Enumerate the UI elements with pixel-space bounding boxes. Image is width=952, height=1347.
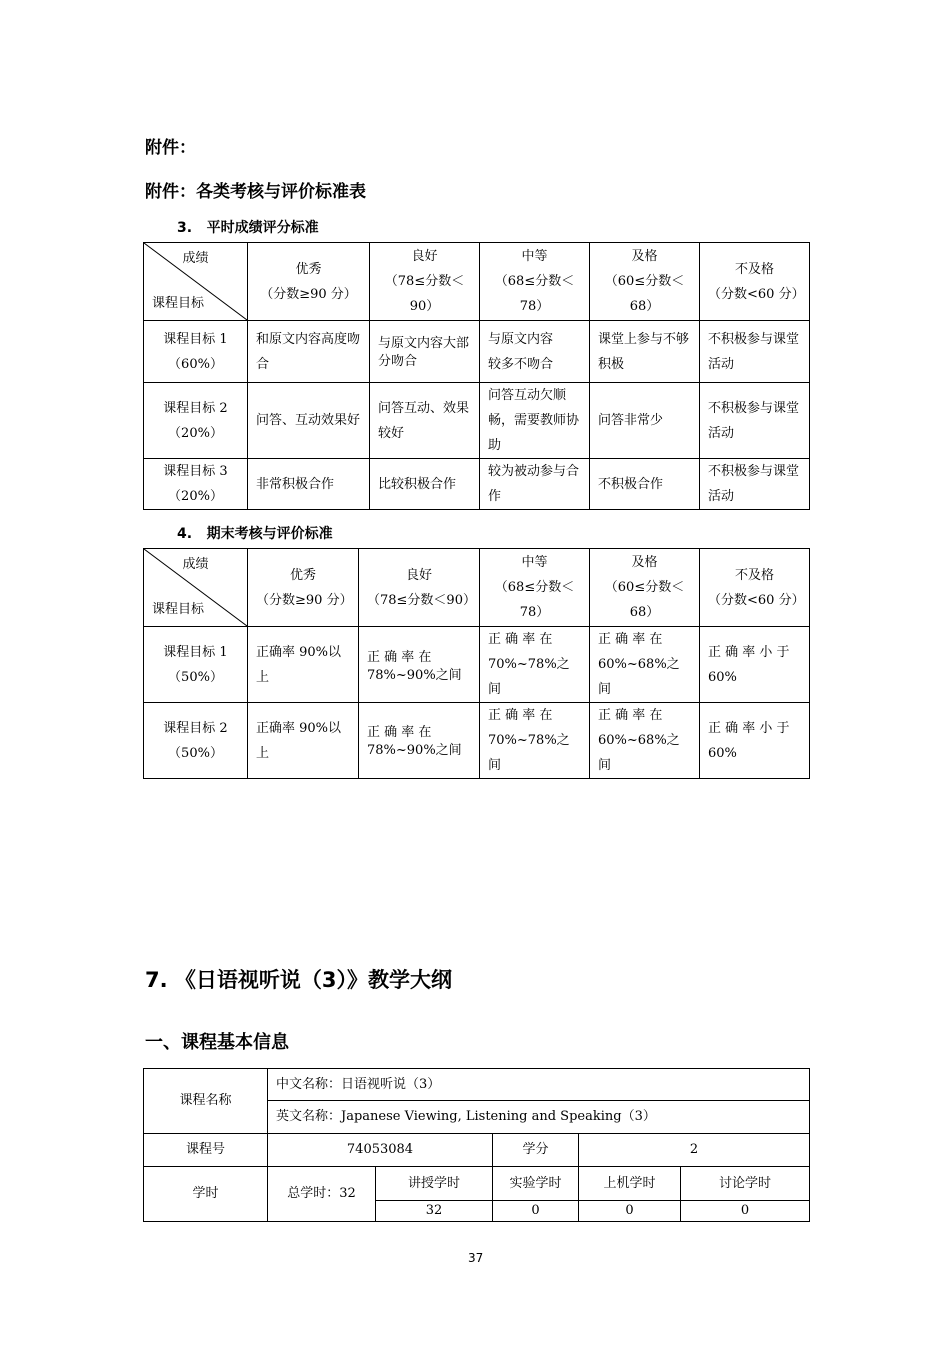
table-cell: 正确率 90%以上: [248, 703, 359, 779]
total-hours: 总学时：32: [268, 1167, 376, 1222]
table-cell: 不积极合作: [590, 459, 700, 510]
t1-header-medium: 中等 （68≤分数＜ 78）: [480, 243, 590, 321]
lab-hours-value: 0: [493, 1201, 579, 1222]
diag-grade-label: 成绩: [182, 251, 209, 266]
table-cell: 问答、互动效果好: [248, 383, 370, 459]
course-no-label: 课程号: [144, 1134, 268, 1167]
table-cell: 不积极参与课堂活动: [700, 321, 810, 383]
basic-info-title: 一、课程基本信息: [145, 1032, 289, 1053]
diag-grade-label: 成绩: [182, 557, 209, 572]
section4-title: 4. 期末考核与评价标准: [177, 526, 333, 542]
table-cell: 较为被动参与合作: [480, 459, 590, 510]
page-number: 37: [468, 1251, 484, 1265]
t1-header-good: 良好 （78≤分数＜ 90）: [370, 243, 480, 321]
t1-header-fail: 不及格 （分数<60 分）: [700, 243, 810, 321]
lecture-hours-value: 32: [376, 1201, 493, 1222]
chinese-name: 中文名称：日语视听说（3）: [268, 1069, 810, 1101]
attachment-full-heading: 附件：各类考核与评价标准表: [145, 182, 366, 202]
english-name: 英文名称：Japanese Viewing, Listening and Speaking（3）: [268, 1101, 810, 1134]
t2-header-medium: 中等 （68≤分数＜ 78）: [480, 549, 590, 627]
diag-goal-label: 课程目标: [152, 296, 205, 311]
final-exam-table: [143, 548, 810, 779]
course-no-value: 74053084: [268, 1134, 493, 1167]
table-cell: 正确率 90%以上: [248, 627, 359, 703]
goal-cell: 课程目标 2 （20%）: [144, 383, 248, 459]
t2-header-good: 良好 （78≤分数＜90）: [359, 549, 480, 627]
computer-hours-value: 0: [579, 1201, 681, 1222]
table-cell: 非常积极合作: [248, 459, 370, 510]
table-cell: 不积极参与课堂活动: [700, 383, 810, 459]
table-cell: 和原文内容高度吻合: [248, 321, 370, 383]
table-cell: 正 确 率 在 70%~78%之间: [480, 703, 590, 779]
section3-title: 3. 平时成绩评分标准: [177, 220, 319, 236]
goal-cell: 课程目标 1 （60%）: [144, 321, 248, 383]
t2-header-excellent: 优秀 （分数≥90 分）: [248, 549, 359, 627]
table-cell: 比较积极合作: [370, 459, 480, 510]
t2-header-fail: 不及格 （分数<60 分）: [700, 549, 810, 627]
table-cell: 正 确 率 在 60%~68%之间: [590, 627, 700, 703]
table-row: [144, 459, 810, 510]
credit-label: 学分: [493, 1134, 579, 1167]
table-cell: 不积极参与课堂活动: [700, 459, 810, 510]
table-cell: 问答非常少: [590, 383, 700, 459]
attachment-heading: 附件：: [145, 138, 196, 158]
table-cell: 正 确 率 在 60%~68%之间: [590, 703, 700, 779]
table-cell: 问答互动欠顺畅，需要教师协助: [480, 383, 590, 459]
lab-hours-label: 实验学时: [493, 1167, 579, 1201]
goal-cell: 课程目标 3 （20%）: [144, 459, 248, 510]
table-row: [144, 383, 810, 459]
table-cell: 正 确 率 在 70%~78%之间: [480, 627, 590, 703]
table-cell: 问答互动、效果较好: [370, 383, 480, 459]
table-cell: 正 确 率 小 于 60%: [700, 627, 810, 703]
credit-value: 2: [579, 1134, 810, 1167]
syllabus-title: 7. 《日语视听说（3）》教学大纲: [145, 968, 453, 992]
table-row: [144, 321, 810, 383]
goal-cell: 课程目标 1 （50%）: [144, 627, 248, 703]
t1-header-pass: 及格 （60≤分数＜ 68）: [590, 243, 700, 321]
course-info-table: [143, 1068, 810, 1222]
lecture-hours-label: 讲授学时: [376, 1167, 493, 1201]
table-cell: 正 确 率 小 于 60%: [700, 703, 810, 779]
goal-cell: 课程目标 2 （50%）: [144, 703, 248, 779]
table-cell: 正 确 率 在 78%~90%之间: [359, 627, 480, 703]
course-name-label: 课程名称: [144, 1069, 268, 1134]
computer-hours-label: 上机学时: [579, 1167, 681, 1201]
table-cell: 与原文内容 较多不吻合: [480, 321, 590, 383]
t1-header-excellent: 优秀 （分数≥90 分）: [248, 243, 370, 321]
hours-label: 学时: [144, 1167, 268, 1222]
diag-goal-label: 课程目标: [152, 602, 205, 617]
table-cell: 课堂上参与不够积极: [590, 321, 700, 383]
table-cell: 正 确 率 在 78%~90%之间: [359, 703, 480, 779]
diagonal-header: [144, 243, 248, 321]
t2-header-pass: 及格 （60≤分数＜ 68）: [590, 549, 700, 627]
table-cell: 与原文内容大部分吻合: [370, 321, 480, 383]
diagonal-header: [144, 549, 248, 627]
daily-grade-table: [143, 242, 810, 510]
discussion-hours-label: 讨论学时: [681, 1167, 810, 1201]
discussion-hours-value: 0: [681, 1201, 810, 1222]
table-row: [144, 703, 810, 779]
table-row: [144, 627, 810, 703]
